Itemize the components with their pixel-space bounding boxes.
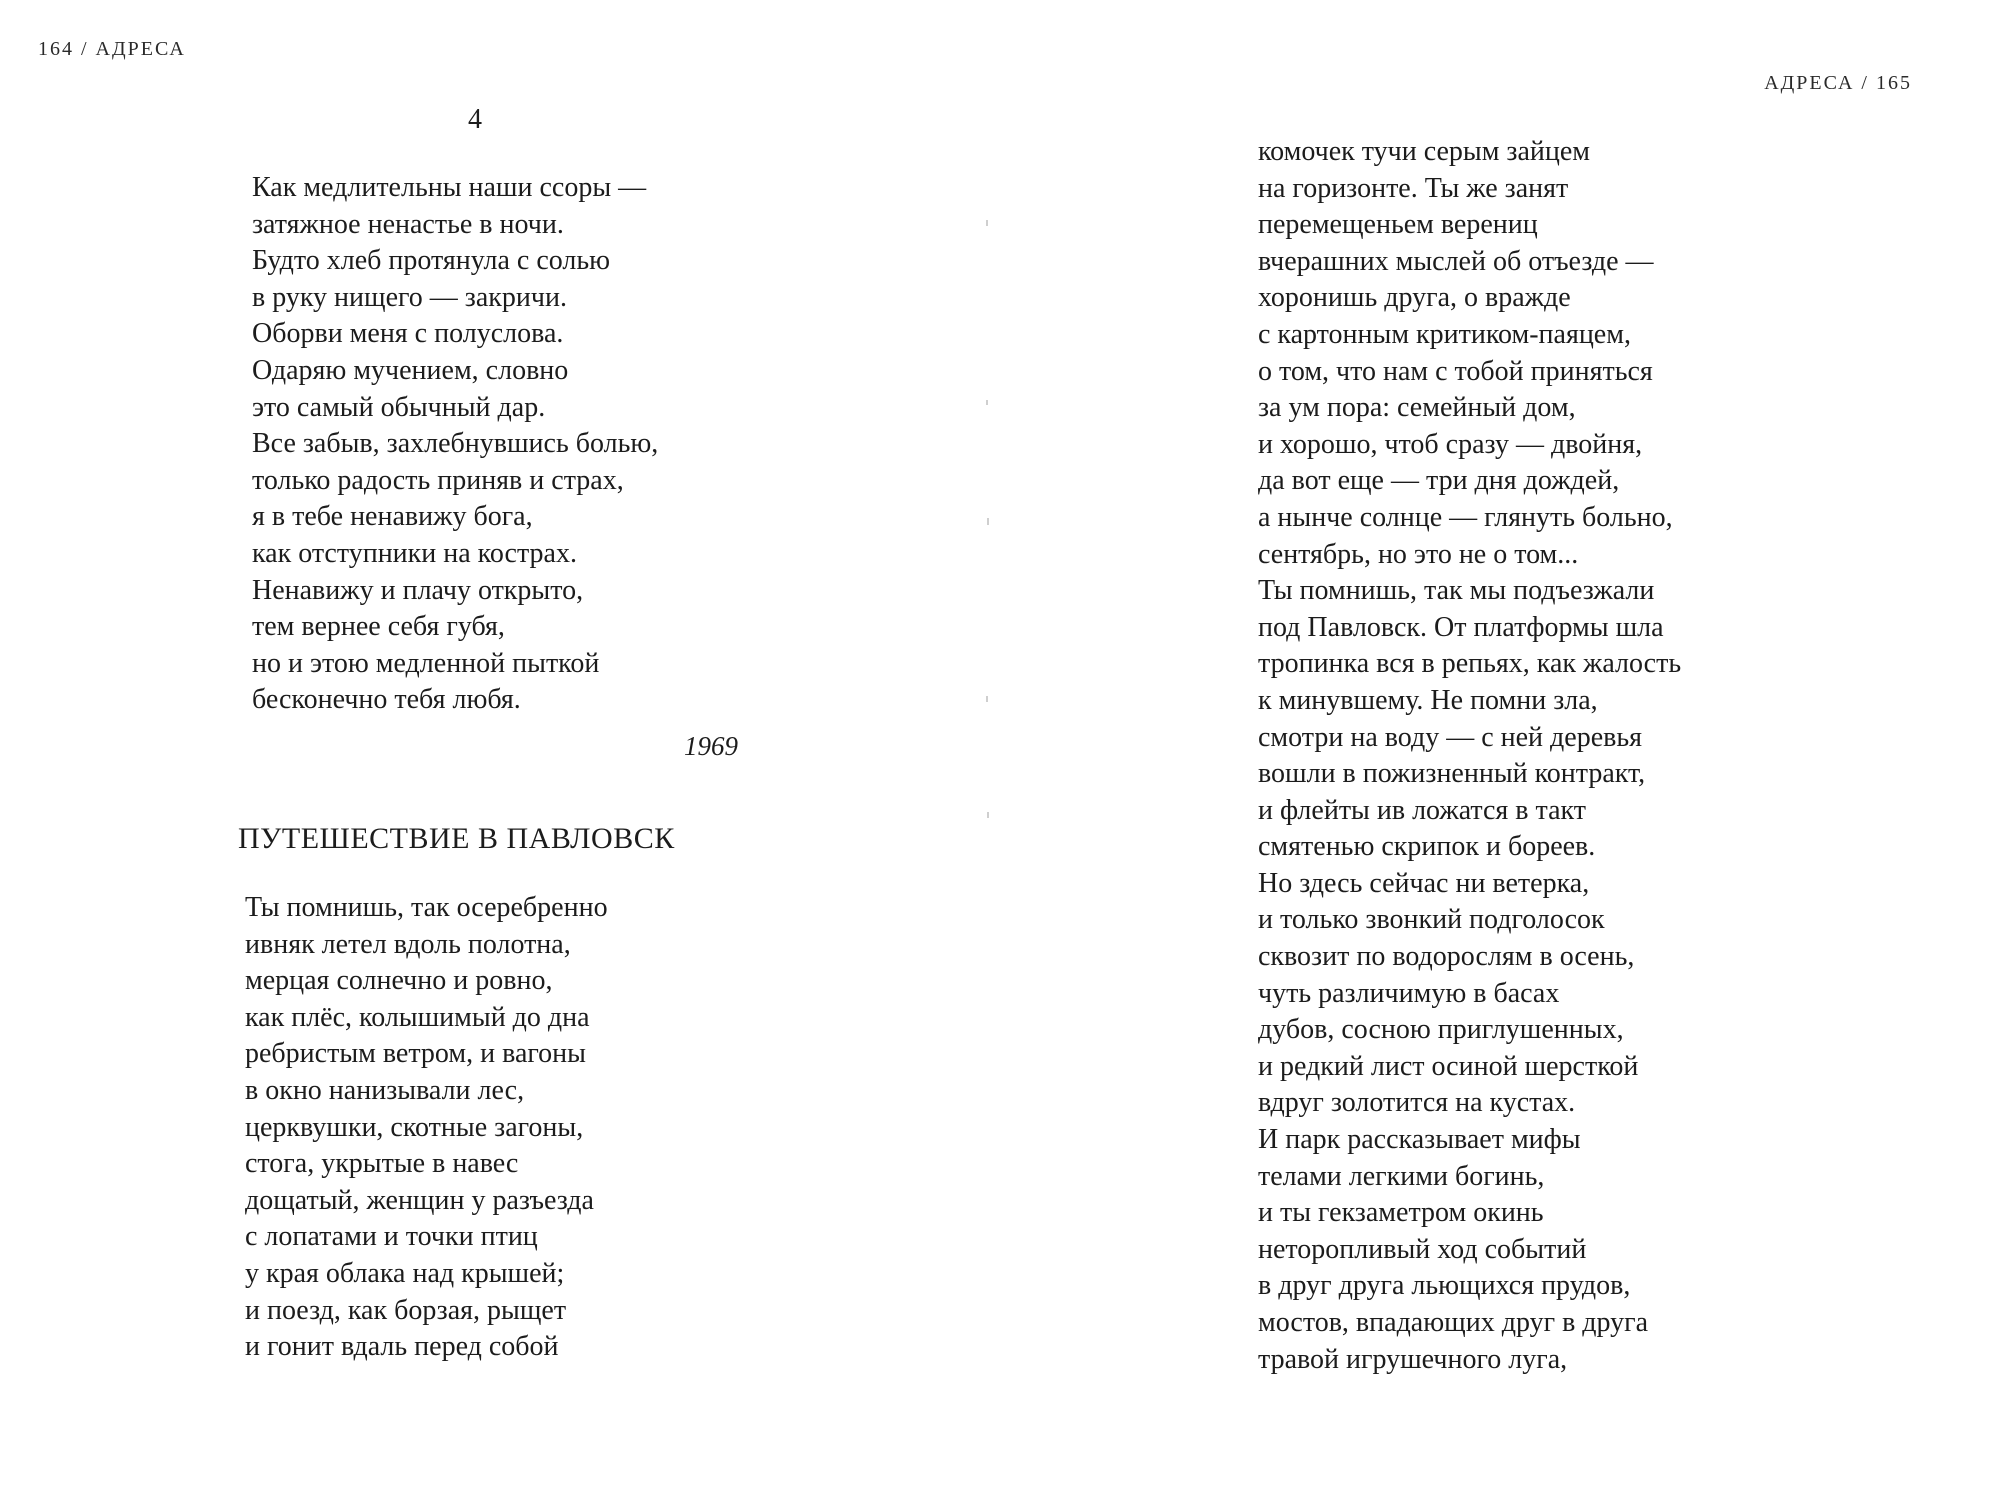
- poem-line: а нынче солнце — глянуть больно,: [1258, 501, 1673, 533]
- poem-line: в руку нищего — закричи.: [252, 281, 567, 313]
- poem-line: Ты помнишь, так осеребренно: [245, 892, 608, 923]
- poem-line: и редкий лист осиной шерсткой: [1258, 1050, 1639, 1082]
- poem-line: и флейты ив ложатся в такт: [1258, 794, 1586, 826]
- poem-line: вошли в пожизненный контракт,: [1258, 758, 1646, 790]
- poem-line: смотри на воду — с ней деревья: [1258, 721, 1643, 753]
- poem-line: И парк рассказывает мифы: [1258, 1124, 1581, 1156]
- poem-line: дощатый, женщин у разъезда: [245, 1184, 594, 1216]
- poem-line: у края облака над крышей;: [245, 1257, 565, 1289]
- poem-line: Оборви меня с полуслова.: [252, 318, 564, 350]
- poem-title: ПУТЕШЕСТВИЕ В ПАВЛОВСК: [238, 822, 675, 855]
- poem-date: 1969: [684, 731, 738, 761]
- poem-line: в окно нанизывали лес,: [245, 1074, 525, 1106]
- poem-line: как плёс, колышимый до дна: [245, 1001, 590, 1033]
- running-head-right: АДРЕСА / 165: [1764, 72, 1912, 94]
- poem-line: тропинка вся в репьях, как жалость: [1258, 648, 1682, 680]
- poem-line: ивняк летел вдоль полотна,: [245, 928, 571, 960]
- poem-line: но и этою медленной пыткой: [252, 647, 600, 679]
- poem-4-text: [252, 170, 658, 719]
- poem-line: сентябрь, но это не о том...: [1258, 538, 1579, 570]
- poem-line: только радость приняв и страх,: [252, 464, 624, 496]
- poem-line: да вот еще — три дня дождей,: [1258, 465, 1620, 497]
- poem-line: церквушки, скотные загоны,: [245, 1111, 584, 1143]
- poem-line: это самый обычный дар.: [252, 391, 546, 423]
- poem-line: вдруг золотится на кустах.: [1258, 1087, 1576, 1119]
- poem-line: стога, укрытые в навес: [245, 1148, 519, 1180]
- poem-line: затяжное ненастье в ночи.: [252, 208, 564, 240]
- poem-line: мерцая солнечно и ровно,: [245, 965, 553, 997]
- poem-line: смятенью скрипок и бореев.: [1258, 831, 1596, 863]
- poem-line: Одаряю мучением, словно: [252, 354, 569, 386]
- poem-line: сквозит по водорослям в осень,: [1258, 941, 1635, 973]
- poem-line: чуть различимую в басах: [1258, 977, 1560, 1009]
- running-head-left: 164 / АДРЕСА: [38, 38, 186, 60]
- poem-line: о том, что нам с тобой приняться: [1258, 355, 1653, 387]
- poem-line: мостов, впадающих друг в друга: [1258, 1307, 1649, 1338]
- right-page: [1000, 0, 2000, 1507]
- poem-line: вчерашних мыслей об отъезде —: [1258, 245, 1654, 277]
- poem-line: к минувшему. Не помни зла,: [1258, 684, 1598, 716]
- poem-line: на горизонте. Ты же занят: [1258, 172, 1569, 204]
- poem-line: неторопливый ход событий: [1258, 1233, 1587, 1265]
- gutter-mark: [986, 400, 988, 405]
- poem-line: Ненавижу и плачу открыто,: [252, 574, 584, 606]
- poem-line: в друг друга льющихся прудов,: [1258, 1270, 1631, 1302]
- poem-line: и только звонкий подголосок: [1258, 904, 1605, 936]
- poem-line: перемещеньем верениц: [1258, 209, 1538, 241]
- poem-line: и ты гекзаметром окинь: [1258, 1197, 1544, 1229]
- poem-line: ребристым ветром, и вагоны: [245, 1038, 586, 1070]
- poem-line: с картонным критиком-паяцем,: [1258, 318, 1631, 350]
- poem-line: Как медлительны наши ссоры —: [252, 172, 647, 203]
- gutter-mark: [987, 518, 989, 525]
- poem-line: и хорошо, чтоб сразу — двойня,: [1258, 428, 1643, 460]
- poem-line: и гонит вдаль перед собой: [245, 1331, 559, 1363]
- pavlovsk-poem-text-part1: [245, 890, 608, 1366]
- poem-line: дубов, сосною приглушенных,: [1258, 1014, 1624, 1046]
- poem-line: Но здесь сейчас ни ветерка,: [1258, 867, 1590, 899]
- poem-line: с лопатами и точки птиц: [245, 1221, 538, 1253]
- pavlovsk-poem-text-part2: [1258, 134, 1681, 1378]
- poem-line: Будто хлеб протянула с солью: [252, 245, 611, 277]
- gutter-mark: [986, 220, 988, 226]
- poem-line: я в тебе ненавижу бога,: [252, 501, 533, 533]
- gutter-mark: [986, 696, 988, 702]
- gutter-mark: [987, 812, 989, 818]
- poem-line: телами легкими богинь,: [1258, 1160, 1545, 1192]
- poem-line: травой игрушечного луга,: [1258, 1343, 1568, 1375]
- poem-line: за ум пора: семейный дом,: [1258, 392, 1576, 424]
- poem-line: тем вернее себя губя,: [252, 611, 505, 643]
- poem-line: комочек тучи серым зайцем: [1258, 136, 1591, 167]
- poem-line: бесконечно тебя любя.: [252, 684, 521, 716]
- poem-line: Ты помнишь, так мы подъезжали: [1258, 575, 1655, 607]
- section-number: 4: [468, 104, 482, 135]
- poem-line: хоронишь друга, о вражде: [1258, 282, 1571, 314]
- poem-line: Все забыв, захлебнувшись болью,: [252, 428, 659, 460]
- poem-line: под Павловск. От платформы шла: [1258, 611, 1664, 643]
- poem-line: как отступники на кострах.: [252, 537, 577, 569]
- poem-line: и поезд, как борзая, рыщет: [245, 1294, 567, 1326]
